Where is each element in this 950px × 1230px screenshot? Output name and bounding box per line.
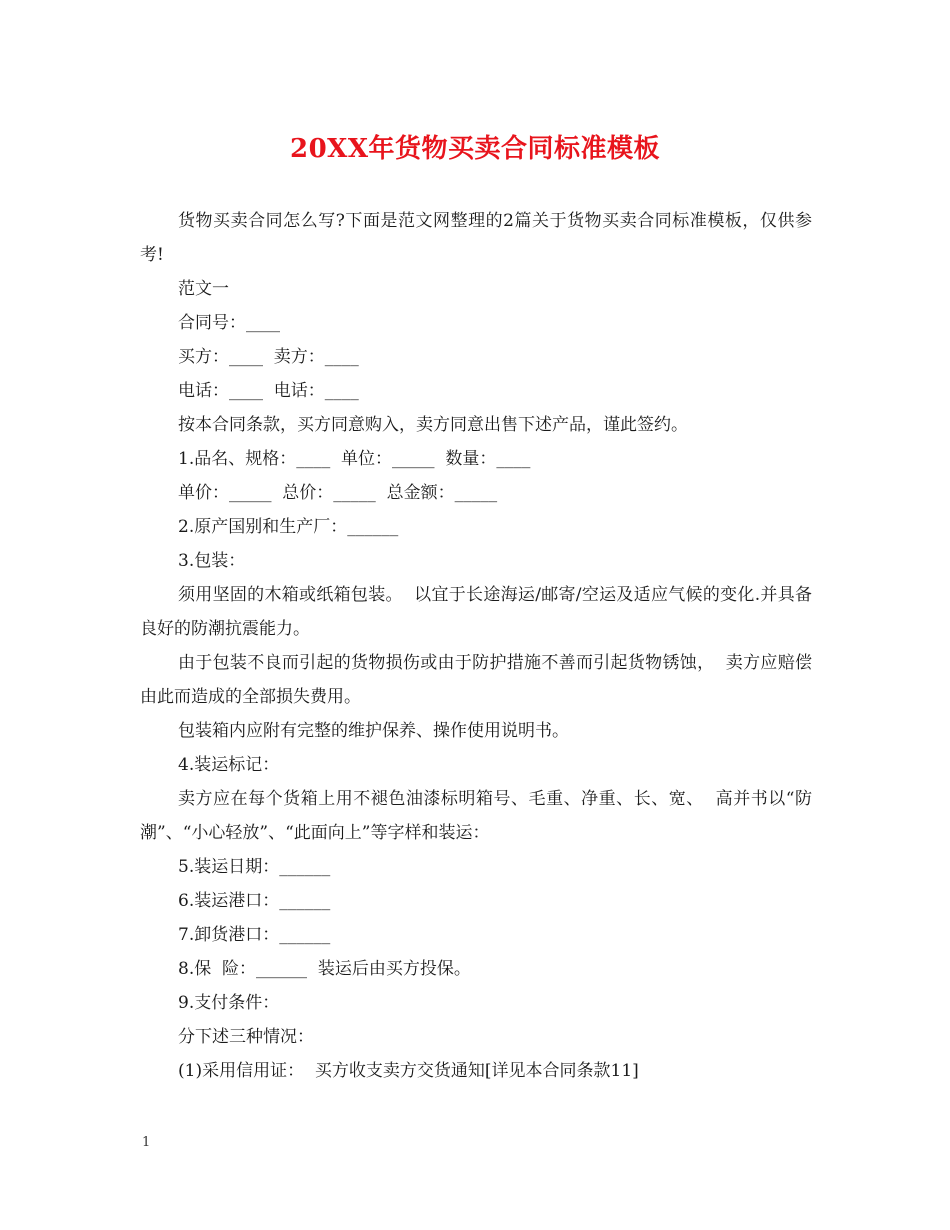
paragraph-clause-2: 2.原产国别和生产厂：______ [178,517,399,537]
paragraph-packing-manual: 包装箱内应附有完整的维护保养、操作使用说明书。 [178,721,569,741]
paragraph-packing-requirement: 须用坚固的木箱或纸箱包装。 以宜于长途海运/邮寄/空运及适应气候的变化.并具备良好的防潮抗震能力。 [140,585,812,639]
paragraph-clause-9: 9.支付条件： [178,993,280,1013]
paragraph-clause-8: 8.保 险：______ 装运后由买方投保。 [178,959,471,979]
paragraph-agreement: 按本合同条款，买方同意购入，卖方同意出售下述产品，谨此签约。 [178,415,688,435]
paragraph-phones: 电话：____ 电话：____ [178,381,359,401]
page-number: 1 [142,1135,151,1150]
paragraph-intro: 货物买卖合同怎么写?下面是范文网整理的2篇关于货物买卖合同标准模板，仅供参考! [140,211,812,265]
paragraph-clause-7: 7.卸货港口：______ [178,925,331,945]
paragraph-clause-4: 4.装运标记： [178,755,280,775]
document-title: 20XX年货物买卖合同标准模板 [289,134,661,164]
paragraph-parties: 买方：____ 卖方：____ [178,347,359,367]
paragraph-sample-heading: 范文一 [178,279,229,299]
paragraph-clause-3: 3.包装： [178,551,246,571]
document-body [140,204,812,1088]
paragraph-clause-6: 6.装运港口：______ [178,891,331,911]
paragraph-clause-5: 5.装运日期：______ [178,857,331,877]
paragraph-marking: 卖方应在每个货箱上用不褪色油漆标明箱号、毛重、净重、长、宽、 高并书以“防潮”、“小心轻放”、“此面向上”等字样和装运： [140,789,812,843]
paragraph-payment-cases: 分下述三种情况： [178,1027,314,1047]
paragraph-prices: 单价：_____ 总价：_____ 总金额：_____ [178,483,498,503]
paragraph-packing-liability: 由于包装不良而引起的货物损伤或由于防护措施不善而引起货物锈蚀， 卖方应赔偿由此而造成的全部损失费用。 [140,653,812,707]
paragraph-letter-of-credit: (1)采用信用证： 买方收支卖方交货通知[详见本合同条款11] [178,1061,639,1081]
paragraph-clause-1: 1.品名、规格：____ 单位：_____ 数量：____ [178,449,531,469]
paragraph-contract-number: 合同号：____ [178,313,280,333]
